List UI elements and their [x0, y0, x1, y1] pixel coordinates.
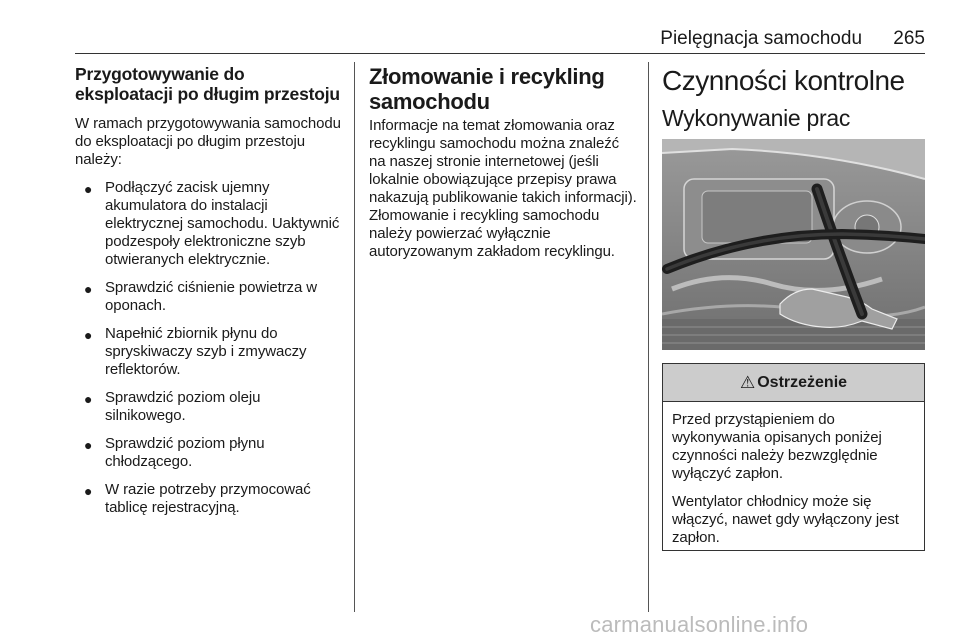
bullet-icon: ● [84, 483, 93, 499]
list-item: ● Sprawdzić ciśnienie powietrza w oponach. [84, 279, 317, 314]
warning-header [663, 364, 924, 402]
warning-paragraph: Przed przystąpieniem do wykonywania opisanych poniżej czynności należy bezwzględnie wyłączyć zapłon. [672, 411, 882, 482]
list-item: ● Sprawdzić poziom płynu chłodzącego. [84, 435, 265, 470]
section-heading-storage: Przygotowywanie do eksploatacji po długim przestoju [75, 64, 340, 104]
header-title: Pielęgnacja samochodu [660, 28, 863, 49]
bullet-icon: ● [84, 281, 93, 297]
list-item: ● Sprawdzić poziom oleju silnikowego. [84, 389, 261, 424]
warning-body [663, 402, 924, 547]
warning-box [662, 363, 925, 551]
section-heading-recycling: Złomowanie i recykling samochodu [369, 64, 605, 114]
page-header [75, 28, 925, 50]
column-checks [662, 64, 925, 132]
column-storage [75, 64, 343, 527]
bullet-icon: ● [84, 391, 93, 407]
warning-paragraph: Wentylator chłodnicy może się włączyć, nawet gdy wyłączony jest zapłon. [672, 493, 899, 546]
bullet-icon: ● [84, 181, 93, 197]
bullet-icon: ● [84, 437, 93, 453]
header-rule [75, 53, 925, 54]
list-item: ● Podłączyć zacisk ujemny akumulatora do instalacji elektrycznej samochodu. Uaktywnić podzespoły elektroniczne szyb otwieranych elektrycznie. [84, 179, 340, 268]
storage-intro: W ramach przygotowywania samochodu do eksploatacji po długim przestoju należy: [75, 115, 341, 168]
warning-label: Ostrzeżenie [757, 373, 848, 391]
recycling-body: Informacje na temat złomowania oraz recyklingu samochodu można znaleźć na naszej stronie internetowej (jeśli lokalnie obowiązujące przepisy prawa nakazują publikowanie takich informacji). Złomowanie i recykling samochodu należy powierzać wyłącznie autoryzowanym zakładom recyklingu. [369, 117, 637, 260]
column-divider-1 [354, 62, 355, 612]
list-item: ● Napełnić zbiornik płynu do spryskiwaczy szyb i zmywaczy reflektorów. [84, 325, 307, 378]
warning-triangle-icon: ⚠ [739, 372, 756, 392]
watermark-text: carmanualsonline.info [590, 612, 809, 637]
page-number: 265 [893, 28, 925, 49]
list-item: ● W razie potrzeby przymocować tablicę rejestracyjną. [84, 481, 311, 516]
column-divider-2 [648, 62, 649, 612]
subsection-heading: Wykonywanie prac [662, 105, 851, 131]
storage-checklist [75, 179, 343, 517]
engine-bay-illustration [662, 139, 925, 350]
chapter-title: Czynności kontrolne [662, 65, 905, 96]
bullet-icon: ● [84, 327, 93, 343]
column-recycling [369, 64, 637, 261]
